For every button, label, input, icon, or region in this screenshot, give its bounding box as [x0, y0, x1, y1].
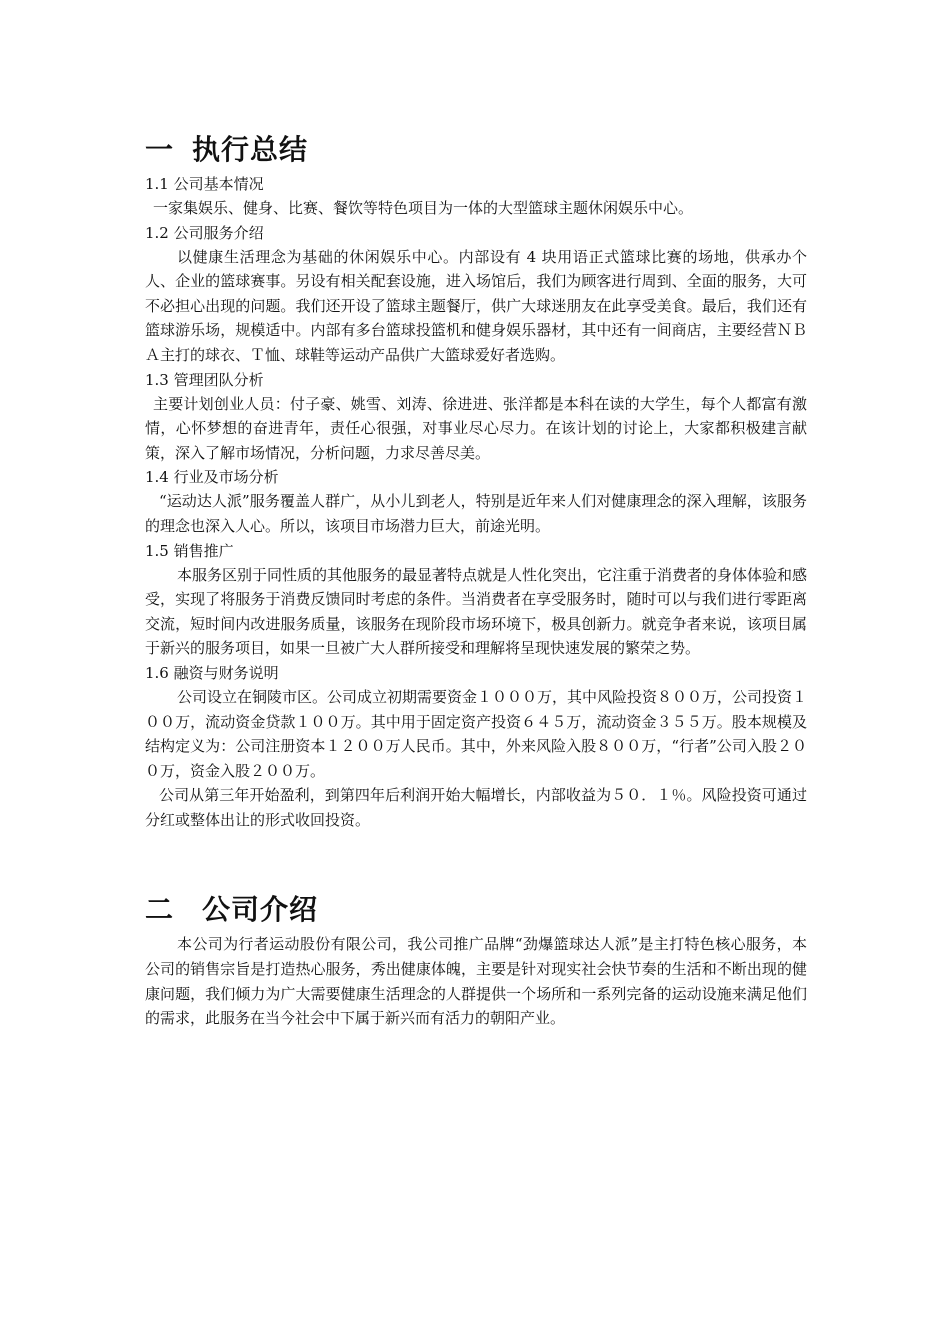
section-heading-company-intro — [145, 888, 807, 932]
subsection-heading-1-2: 1.2 公司服务介绍 — [145, 223, 264, 242]
document-body — [145, 128, 807, 1031]
section-title: 执行总结 — [192, 133, 309, 166]
paragraph-market-analysis: “运动达人派”服务覆盖人群广，从小儿到老人，特别是近年来人们对健康理念的深入理解，该服务的理念也深入人心。所以，该项目市场潜力巨大，前途光明。 — [145, 492, 807, 535]
paragraph-sales-promotion: 本服务区别于同性质的其他服务的最显著特点就是人性化突出，它注重于消费者的身体体验和感受，实现了将服务于消费反馈同时考虑的条件。当消费者在享受服务时，随时可以与我们进行零距离交流，短时间内改进服务质量，该服务在现阶段市场环境下，极具创新力。就竞争者来说，该项目属于新兴的服务项目，如果一旦被广大人群所接受和理解将呈现快速发展的繁荣之势。 — [145, 565, 808, 658]
section-number: 二 — [145, 893, 175, 927]
subsection-heading-1-3: 1.3 管理团队分析 — [145, 370, 264, 389]
paragraph-company-intro: 本公司为行者运动股份有限公司，我公司推广品牌“劲爆篮球达人派”是主打特色核心服务，本公司的销售宗旨是打造热心服务，秀出健康体魄，主要是针对现实社会快节奏的生活和不断出现的健康问题，我们倾力为广大需要健康生活理念的人群提供一个场所和一系列完备的运动设施来满足他们的需求，此服务在当今社会中下属于新兴而有活力的朝阳产业。 — [145, 935, 807, 1028]
section-heading-executive-summary — [145, 128, 807, 172]
subsection-heading-1-6: 1.6 融资与财务说明 — [145, 663, 279, 682]
paragraph-management-team: 主要计划创业人员：付子豪、姚雪、刘涛、徐进进、张洋都是本科在读的大学生，每个人都富有激情，心怀梦想的奋进青年，责任心很强，对事业尽心尽力。在该计划的讨论上，大家都积极建言献策，深入了解市场情况，分析问题，力求尽善尽美。 — [145, 394, 807, 462]
paragraph-profit: 公司从第三年开始盈利，到第四年后利润开始大幅增长，内部收益为５０．１％。风险投资可通过分红或整体出让的形式收回投资。 — [145, 786, 807, 829]
subsection-heading-1-1: 1.1 公司基本情况 — [145, 175, 264, 193]
subsection-heading-1-4: 1.4 行业及市场分析 — [145, 468, 279, 487]
paragraph-company-overview: 一家集娱乐、健身、比赛、餐饮等特色项目为一体的大型篮球主题休闲娱乐中心。 — [153, 199, 694, 217]
section-title: 公司介绍 — [202, 893, 319, 927]
subsection-heading-1-5: 1.5 销售推广 — [145, 541, 234, 560]
paragraph-services: 以健康生活理念为基础的休闲娱乐中心。内部设有 4 块用语正式篮球比赛的场地，供承办个人、企业的篮球赛事。另设有相关配套设施，进入场馆后，我们为顾客进行周到、全面的服务，大可不必担心出现的问题。我们还开设了篮球主题餐厅，供广大球迷朋友在此享受美食。最后，我们还有篮球游乐场，规模适中。内部有多台篮球投篮机和健身娱乐器材，其中还有一间商店，主要经营ＮＢＡ主打的球衣、Ｔ恤、球鞋等运动产品供广大篮球爱好者选购。 — [145, 247, 807, 364]
section-number: 一 — [145, 133, 175, 166]
paragraph-financing: 公司设立在铜陵市区。公司成立初期需要资金１０００万，其中风险投资８００万，公司投资１００万，流动资金贷款１００万。其中用于固定资产投资６４５万，流动资金３５５万。股本规模及结构定义为：公司注册资本１２００万人民币。其中，外来风险入股８００万，“行者”公司入股２００万，资金入股２００万。 — [145, 687, 808, 780]
